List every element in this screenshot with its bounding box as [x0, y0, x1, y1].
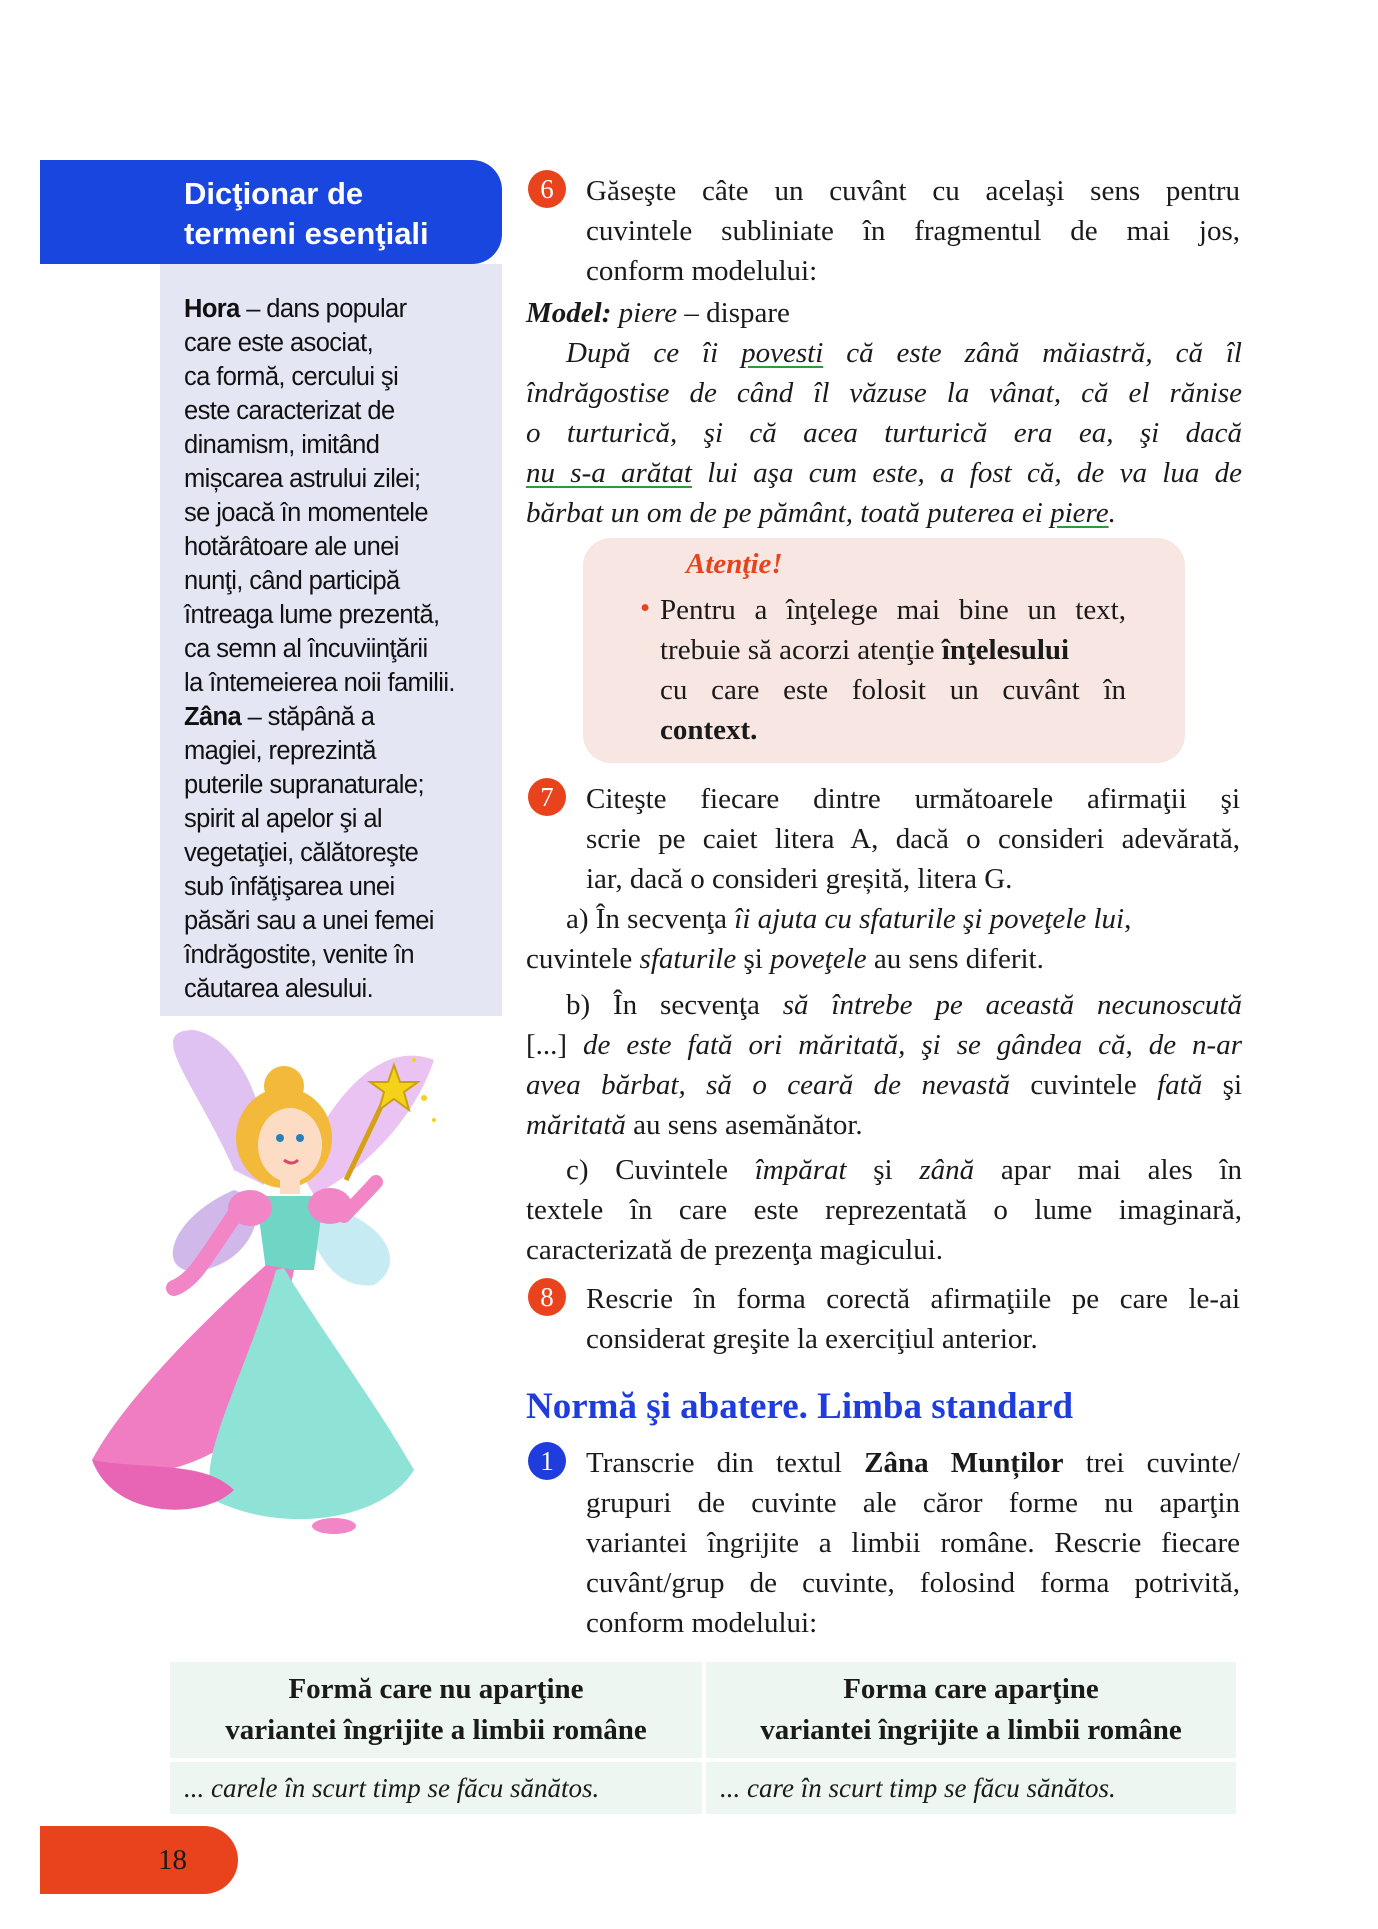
definition-hora [184, 292, 486, 700]
ex7a-text: a) În secvenţa [566, 903, 735, 935]
exercise-6-model [526, 293, 1246, 333]
table-cell-left: ... carele în scurt timp se făcu sănătos. [170, 1762, 702, 1814]
ex7c-text: caracterizată de prezenţa magicului. [526, 1234, 944, 1266]
dictionary-header [40, 160, 502, 264]
quote-text: o turturică, şi că acea turturică era ea, şi dacă [526, 417, 1242, 449]
attention-bold: context. [660, 714, 758, 746]
ex1-text: Transcrie din textul [586, 1447, 865, 1479]
exercise-6-instruction [586, 171, 1240, 291]
table-header-left [170, 1662, 702, 1758]
ex7-line: Citeşte fiecare dintre următoarele afirmaţii şi [586, 783, 1240, 815]
ex7a-text: cuvintele [526, 943, 640, 975]
ex1-text: trei cuvinte/ [1063, 1447, 1240, 1479]
dictionary-title-line1: Dicţionar de [184, 176, 364, 211]
ex7b-text: b) În secvenţa [566, 989, 783, 1021]
ex6-line: cuvintele subliniate în fragmentul de mai jos, [586, 215, 1240, 247]
ex7c-italic: zână [919, 1154, 975, 1186]
ex7a-italic: îi ajuta cu sfaturile şi poveţele lui [734, 903, 1125, 935]
hora-line: ca formă, cercului şi [184, 363, 399, 391]
ex1-line: grupuri de cuvinte ale căror forme nu aparţin [586, 1487, 1240, 1519]
dictionary-body [160, 264, 502, 1016]
table-header-text: Forma care aparţine [843, 1673, 1099, 1705]
ex7a-italic: poveţele [770, 943, 867, 975]
page-number: 18 [40, 1826, 238, 1894]
term-zana: Zâna [184, 703, 242, 731]
ex7c-text: apar mai ales în [974, 1154, 1242, 1186]
attention-line: Pentru a înţelege mai bine un text, [660, 594, 1126, 626]
attention-title: Atenţie! [686, 548, 783, 580]
model-label: Model: [526, 297, 612, 329]
hora-line: care este asociat, [184, 329, 374, 357]
ex7-line: iar, dacă o consideri greșită, litera G. [586, 863, 1013, 895]
ex7c-text: c) Cuvintele [566, 1154, 755, 1186]
ex7a-text: , [1124, 903, 1132, 935]
ex1-line: conform modelului: [586, 1607, 818, 1639]
ex7b-italic: de este fată ori măritată, şi se gândea că, de n-ar [583, 1029, 1242, 1061]
quote-text: bărbat un om de pe pământ, toată puterea ei [526, 497, 1051, 529]
exercise-1-instruction [586, 1443, 1240, 1643]
exercise-7-b [526, 985, 1242, 1145]
ex7a-italic: sfaturile [639, 943, 737, 975]
ex1-bold: Zâna Munților [864, 1447, 1064, 1479]
ex6-line: Găseşte câte un cuvânt cu acelaşi sens pentru [586, 175, 1240, 207]
fairy-illustration [84, 1020, 504, 1540]
ex8-line: Rescrie în forma corectă afirmaţiile pe care le-ai [586, 1283, 1240, 1315]
hora-line: la întemeierea noii familii. [184, 669, 455, 697]
hora-line: nunţi, când participă [184, 567, 400, 595]
exercise-6-quote [526, 333, 1242, 533]
quote-text: După ce îi [566, 337, 742, 369]
hora-line: – dans popular [239, 295, 407, 323]
attention-line: trebuie să acorzi atenţie [660, 634, 942, 666]
ex7b-text: [...] [526, 1029, 584, 1061]
quote-text: că este zână măiastră, că îl [823, 337, 1242, 369]
underlined-word: povesti [741, 337, 824, 369]
attention-line: cu care este folosit un cuvânt în [660, 674, 1126, 706]
zana-line: căutarea alesului. [184, 975, 374, 1003]
table-cell-right: ... care în scurt timp se făcu sănătos. [706, 1762, 1236, 1814]
zana-line: puterile supranaturale; [184, 771, 424, 799]
exercise-8-number: 8 [528, 1278, 566, 1316]
ex7b-text: cuvintele [1010, 1069, 1158, 1101]
zana-line: magiei, reprezintă [184, 737, 376, 765]
ex8-line: considerat greşite la exerciţiul anterior. [586, 1323, 1038, 1355]
ex7a-text: au sens diferit. [866, 943, 1044, 975]
zana-line: îndrăgostite, venite în [184, 941, 415, 969]
table-header-text: variantei îngrijite a limbii române [760, 1714, 1182, 1746]
attention-bold: înţelesului [941, 634, 1070, 666]
exercise-7-c [526, 1150, 1242, 1270]
zana-line: vegetaţiei, călătoreşte [184, 839, 419, 867]
ex7b-italic: să întrebe pe această necunoscută [782, 989, 1242, 1021]
attention-bullet: • [640, 592, 651, 624]
zana-line: sub înfăţişarea unei [184, 873, 395, 901]
ex6-line: conform modelului: [586, 255, 818, 287]
ex7b-italic: măritată [526, 1109, 626, 1141]
table-header-text: Formă care nu aparţine [288, 1673, 584, 1705]
zana-line: spirit al apelor şi al [184, 805, 382, 833]
definition-zana [184, 700, 486, 1006]
ex7c-text: şi [846, 1154, 920, 1186]
underlined-word: piere [1050, 497, 1109, 529]
exercise-1-number: 1 [528, 1442, 566, 1480]
dictionary-title-line2: termeni esenţiali [184, 216, 429, 251]
ex7c-italic: împărat [754, 1154, 847, 1186]
ex1-line: cuvânt/grup de cuvinte, folosind forma potrivită, [586, 1567, 1240, 1599]
exercise-8-instruction [586, 1279, 1240, 1359]
ex1-line: variantei îngrijite a limbii române. Rescrie fiecare [586, 1527, 1240, 1559]
section-title: Normă şi abatere. Limba standard [526, 1386, 1074, 1427]
exercise-7-instruction [586, 779, 1240, 899]
hora-line: hotărâtoare ale unei [184, 533, 399, 561]
quote-text: . [1108, 497, 1116, 529]
ex7a-text: şi [736, 943, 771, 975]
hora-line: este caracterizat de [184, 397, 395, 425]
model-rest: – dispare [677, 297, 790, 329]
model-word: piere [611, 297, 678, 329]
ex7b-italic: avea bărbat, să o ceară de nevastă [526, 1069, 1011, 1101]
quote-text: îndrăgostise de când îl văzuse la vânat, că el rănise [526, 377, 1242, 409]
hora-line: dinamism, imitând [184, 431, 380, 459]
ex7c-text: textele în care este reprezentată o lume imaginară, [526, 1194, 1242, 1226]
ex7b-text: au sens asemănător. [625, 1109, 863, 1141]
underlined-word: nu s-a arătat [526, 457, 692, 489]
ex7b-italic: fată [1157, 1069, 1203, 1101]
zana-line: – stăpână a [241, 703, 375, 731]
exercise-7-a [526, 899, 1242, 979]
attention-text [660, 590, 1126, 750]
table-header-right [706, 1662, 1236, 1758]
quote-text: lui aşa cum este, a fost că, de va lua de [691, 457, 1243, 489]
hora-line: ca semn al încuviinţării [184, 635, 428, 663]
hora-line: întreaga lume prezentă, [184, 601, 440, 629]
zana-line: păsări sau a unei femei [184, 907, 434, 935]
term-hora: Hora [184, 295, 240, 323]
exercise-6-number: 6 [528, 170, 566, 208]
exercise-7-number: 7 [528, 778, 566, 816]
hora-line: mișcarea astrului zilei; [184, 465, 421, 493]
hora-line: se joacă în momentele [184, 499, 428, 527]
ex7b-text: şi [1202, 1069, 1242, 1101]
table-header-text: variantei îngrijite a limbii române [225, 1714, 647, 1746]
ex7-line: scrie pe caiet litera A, dacă o consideri adevărată, [586, 823, 1240, 855]
